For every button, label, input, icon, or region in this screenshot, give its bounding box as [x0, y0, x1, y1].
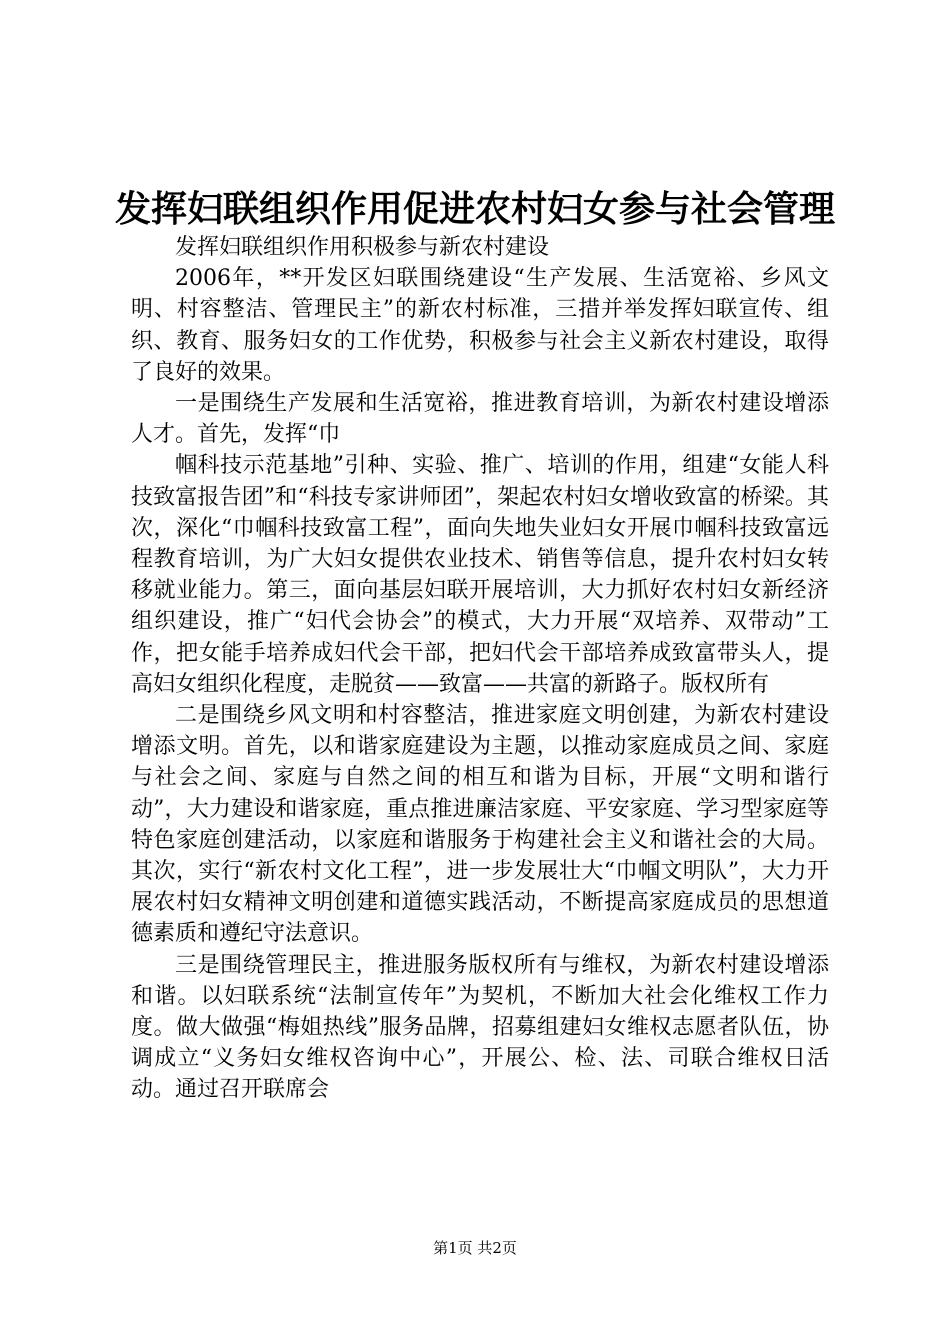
paragraph-subtitle: 发挥妇联组织作用积极参与新农村建设 [175, 235, 550, 260]
paragraph-three: 三是围绕管理民主，推进服务版权所有与维权，为新农村建设增添和谐。以妇联系统“法制宣传年”为契机，不断加大社会化维权工作力度。做大做强“梅姐热线”服务品牌，招募组建妇女维权志愿者队伍，协调成立“义务妇女维权咨询中心”，开展公、检、法、司联合维权日活动。通过召开联席会 [131, 952, 829, 1103]
paragraph-two: 二是围绕乡风文明和村容整洁，推进家庭文明创建，为新农村建设增添文明。首先，以和谐家庭建设为主题，以推动家庭成员之间、家庭与社会之间、家庭与自然之间的相互和谐为目标，开展“文明和谐行动”，大力建设和谐家庭，重点推进廉洁家庭、平安家庭、学习型家庭等特色家庭创建活动，以家庭和谐服务于构建社会主义和谐社会的大局。其次，实行“新农村文化工程”，进一步发展壮大“巾帼文明队”，大力开展农村妇女精神文明创建和道德实践活动，不断提高家庭成员的思想道德素质和遵纪守法意识。 [131, 703, 829, 947]
paragraph-one-continued: 帼科技示范基地”引种、实验、推广、培训的作用，组建“女能人科技致富报告团”和“科技专家讲师团”，架起农村妇女增收致富的桥梁。其次，深化“巾帼科技致富工程”，面向失地失业妇女开展巾帼科技致富远程教育培训，为广大妇女提供农业技术、销售等信息，提升农村妇女转移就业能力。第三，面向基层妇联开展培训，大力抓好农村妇女新经济组织建设，推广“妇代会协会”的模式，大力开展“双培养、双带动”工作，把女能手培养成妇代会干部，把妇代会干部培养成致富带头人，提高妇女组织化程度，走脱贫——致富——共富的新路子。版权所有 [131, 453, 829, 697]
paragraph-intro: 2006年，**开发区妇联围绕建设“生产发展、生活宽裕、乡风文明、村容整洁、管理民主”的新农村标准，三措并举发挥妇联宣传、组织、教育、服务妇女的工作优势，积极参与社会主义新农村建设，取得了良好的效果。 [131, 266, 829, 385]
document-title: 发挥妇联组织作用促进农村妇女参与社会管理 [114, 188, 835, 230]
paragraph-one: 一是围绕生产发展和生活宽裕，推进教育培训，为新农村建设增添人才。首先，发挥“巾 [131, 391, 829, 448]
document-body [131, 232, 829, 1106]
page-number-footer: 第1页 共2页 [433, 1239, 517, 1257]
